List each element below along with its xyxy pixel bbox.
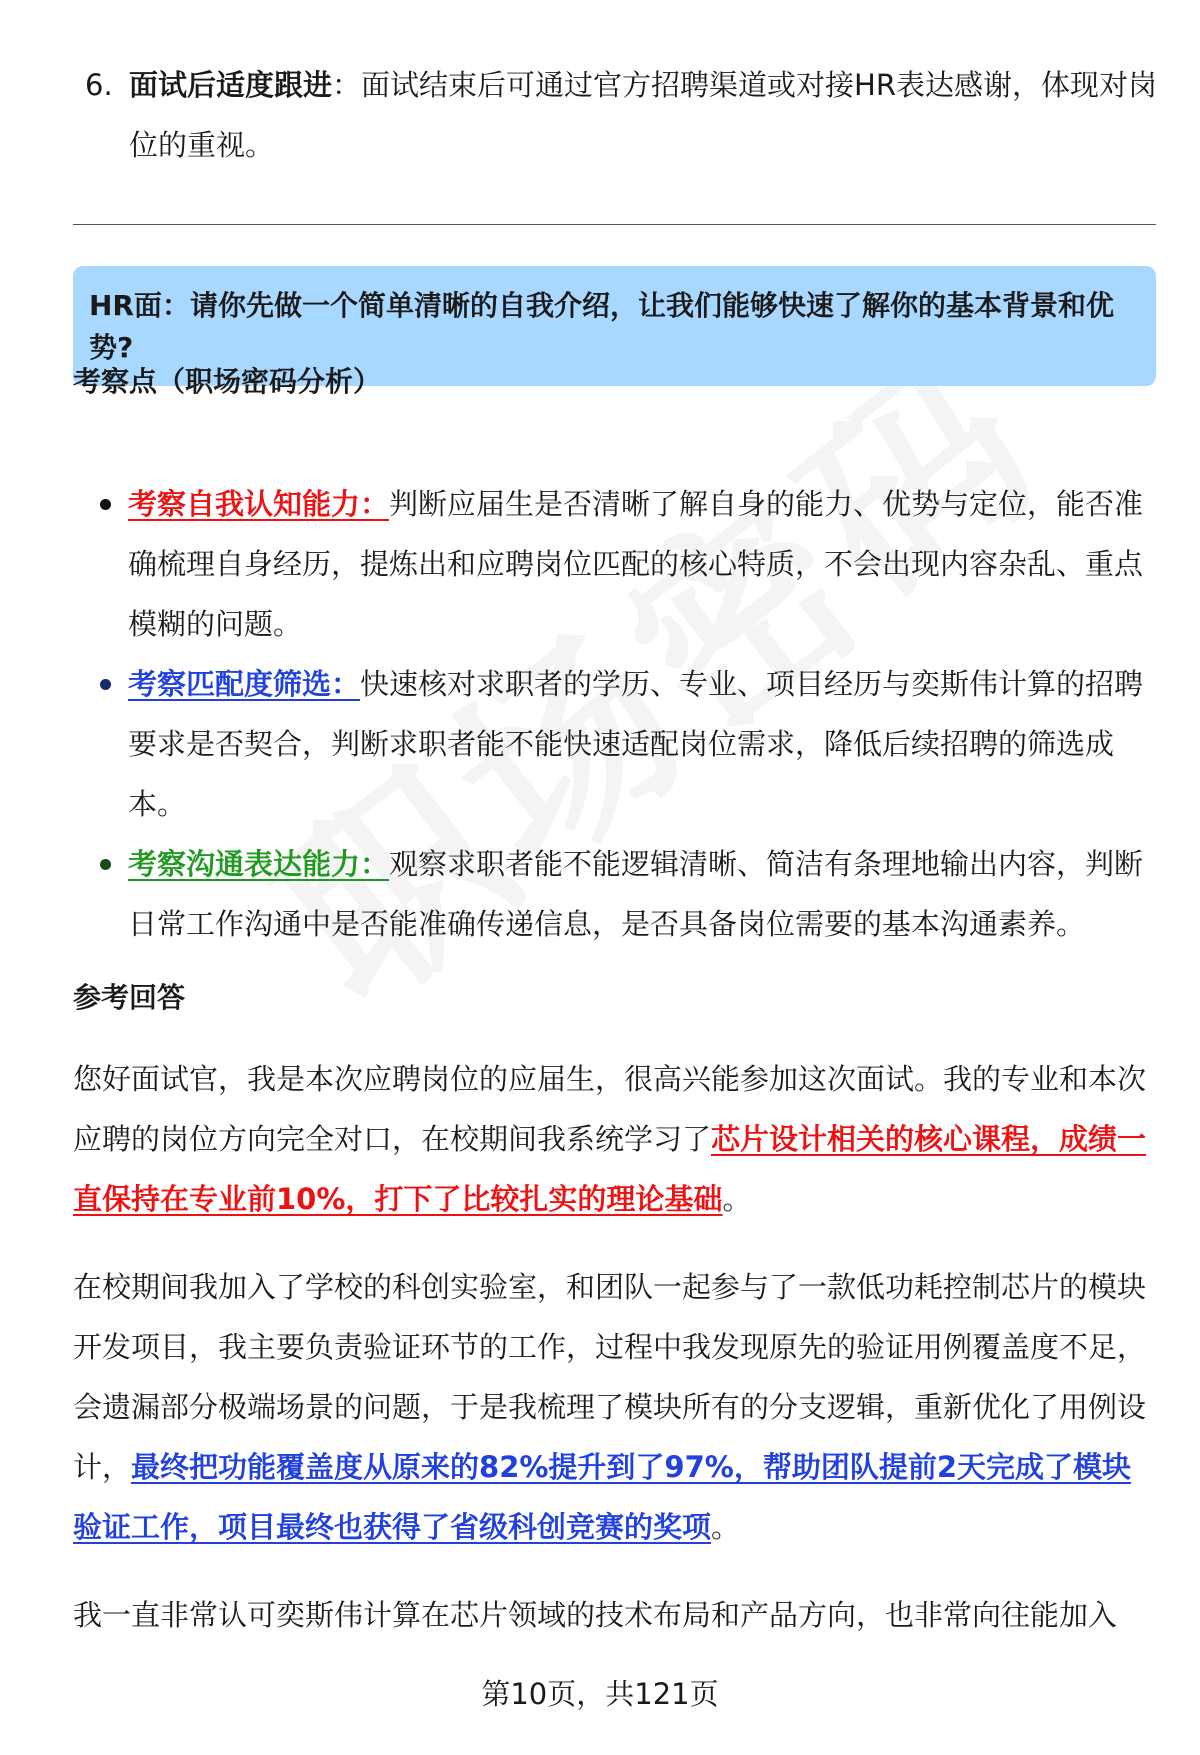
bullet-keyword: 考察沟通表达能力： [128, 847, 390, 881]
bullet-text: 观察求职者能不能逻辑清晰、简洁有条理地输出内容，判断日常工作沟通中是否能准确传递信息，是否具备岗位需要的基本沟通素养。 [128, 847, 1144, 941]
paragraph-text: 您好面试官，我是本次应聘岗位的应届生，很高兴能参加这次面试。我的专业和本次应聘的岗位方向完全对口，在校期间我系统学习了 [73, 1062, 1147, 1156]
section-title-answer: 参考回答 [73, 981, 186, 1014]
section-title-assessment: 考察点（职场密码分析） [73, 365, 382, 398]
page-number-footer: 第10页，共121页 [481, 1677, 719, 1711]
item-title: 面试后适度跟进 [129, 68, 333, 102]
bullet-keyword: 考察匹配度筛选： [128, 667, 361, 701]
horizontal-divider [73, 224, 1156, 225]
answer-paragraph-3: 我一直非常认可奕斯伟计算在芯片领域的技术布局和产品方向，也非常向往能加入 [73, 1598, 1118, 1632]
highlight-text: 芯片设计相关的核心课程，成绩一直保持在专业前10%，打下了比较扎实的理论基础 [73, 1122, 1147, 1216]
item-colon: ： [332, 68, 362, 102]
paragraph-text: 。 [711, 1510, 741, 1544]
answer-paragraph-1 [73, 1049, 1156, 1229]
bullet-dot-icon [100, 859, 111, 870]
bullet-keyword: 考察自我认知能力： [128, 487, 390, 521]
question-box: HR面：请你先做一个简单清晰的自我介绍，让我们能够快速了解你的基本背景和优势? [73, 266, 1156, 386]
paragraph-text: 。 [722, 1182, 752, 1216]
assessment-bullet-list [73, 474, 1156, 954]
item-text [129, 55, 1159, 175]
bullet-text: 判断应届生是否清晰了解自身的能力、优势与定位，能否准确梳理自身经历，提炼出和应聘岗位匹配的核心特质，不会出现内容杂乱、重点模糊的问题。 [128, 487, 1144, 641]
paragraph-text: 在校期间我加入了学校的科创实验室，和团队一起参与了一款低功耗控制芯片的模块开发项目，我主要负责验证环节的工作，过程中我发现原先的验证用例覆盖度不足，会遗漏部分极端场景的问题，于是我梳理了模块所有的分支逻辑，重新优化了用例设计， [73, 1270, 1147, 1484]
item-number: 6. [85, 68, 113, 102]
bullet-item [73, 474, 1156, 654]
bullet-item [73, 834, 1156, 954]
numbered-item-6 [75, 55, 1155, 175]
bullet-item [73, 654, 1156, 834]
answer-paragraph-2 [73, 1257, 1156, 1557]
highlight-text: 最终把功能覆盖度从原来的82%提升到了97%，帮助团队提前2天完成了模块验证工作，项目最终也获得了省级科创竞赛的奖项 [73, 1450, 1132, 1544]
bullet-dot-icon [100, 679, 111, 690]
item-body: 面试结束后可通过官方招聘渠道或对接HR表达感谢，体现对岗位的重视。 [129, 68, 1157, 162]
bullet-dot-icon [100, 499, 111, 510]
bullet-text: 快速核对求职者的学历、专业、项目经历与奕斯伟计算的招聘要求是否契合，判断求职者能不能快速适配岗位需求，降低后续招聘的筛选成本。 [128, 667, 1144, 821]
